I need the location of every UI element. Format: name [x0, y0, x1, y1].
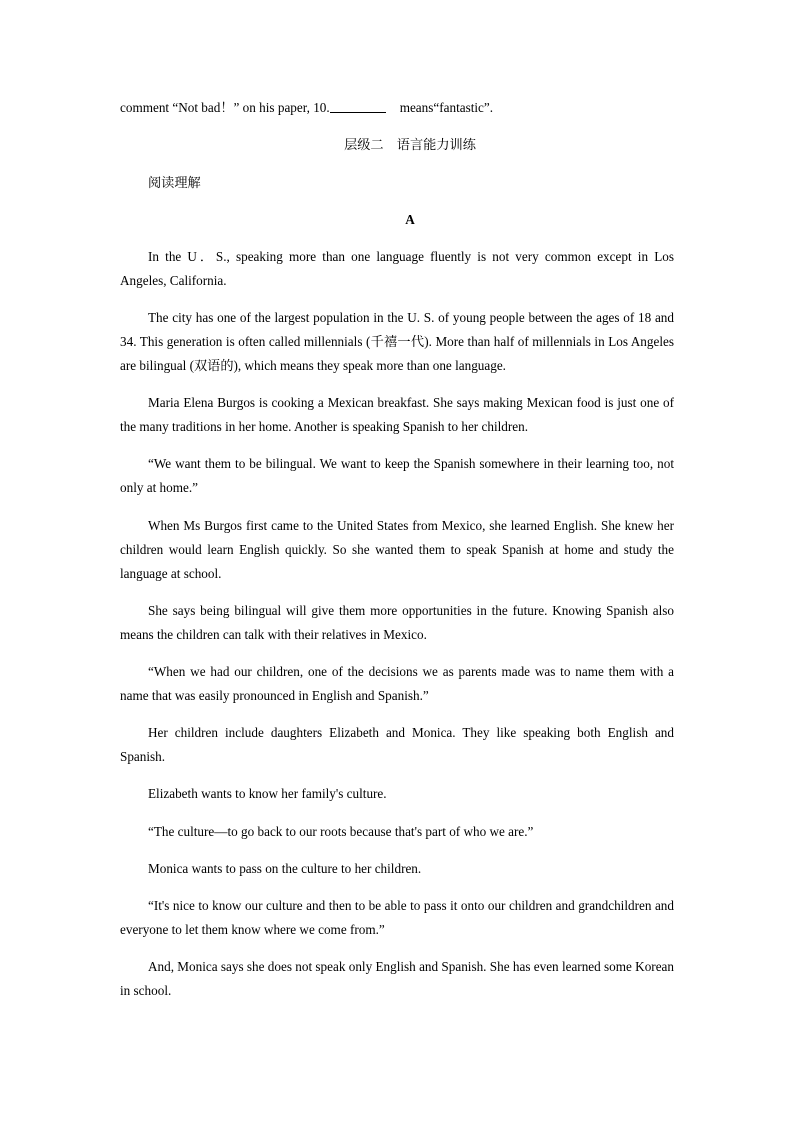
paragraph-11: Monica wants to pass on the culture to her children.: [148, 861, 422, 876]
paragraph-5: When Ms Burgos first came to the United States from Mexico, she learned English. She knew her children would learn English quickly. So she wanted them to speak Spanish at home and study the language at school.: [120, 518, 674, 581]
subsection-label: 阅读理解: [148, 175, 201, 190]
paragraph-10: “The culture—to go back to our roots because that's part of who we are.”: [148, 824, 534, 839]
paragraph-3: Maria Elena Burgos is cooking a Mexican breakfast. She says making Mexican food is just one of the many traditions in her home. Another is speaking Spanish to her children.: [120, 395, 674, 434]
question-text-before-blank: comment “Not bad！” on his paper, 10.: [120, 100, 330, 115]
answer-blank-10[interactable]: [330, 98, 386, 113]
section-title: 层级二 语言能力训练: [344, 137, 476, 152]
question-text-after-blank: means“fantastic”.: [399, 100, 494, 115]
top-question-line: [120, 96, 674, 120]
paragraph-1: In the U．S., speaking more than one language fluently is not very common except in Los Angeles, California.: [120, 249, 674, 288]
paragraph-6: She says being bilingual will give them more opportunities in the future. Knowing Spanish also means the children can talk with their relatives in Mexico.: [120, 603, 674, 642]
paragraph-9: Elizabeth wants to know her family's culture.: [148, 786, 387, 801]
paragraph-2: The city has one of the largest population in the U. S. of young people between the ages of 18 and 34. This generation is often called millennials (千禧一代). More than half of millennials in Los Angeles are bilingual (双语的), which means they speak more than one language.: [120, 310, 674, 373]
paragraph-13: And, Monica says she does not speak only English and Spanish. She has even learned some Korean in school.: [120, 959, 674, 998]
passage-letter: A: [405, 212, 415, 227]
paragraph-8: Her children include daughters Elizabeth and Monica. They like speaking both English and Spanish.: [120, 725, 674, 764]
paragraph-12: “It's nice to know our culture and then to be able to pass it onto our children and grandchildren and everyone to let them know where we come from.”: [120, 898, 674, 937]
paragraph-4: “We want them to be bilingual. We want to keep the Spanish somewhere in their learning too, not only at home.”: [120, 456, 674, 495]
paragraph-7: “When we had our children, one of the decisions we as parents made was to name them with a name that was easily pronounced in English and Spanish.”: [120, 664, 674, 703]
